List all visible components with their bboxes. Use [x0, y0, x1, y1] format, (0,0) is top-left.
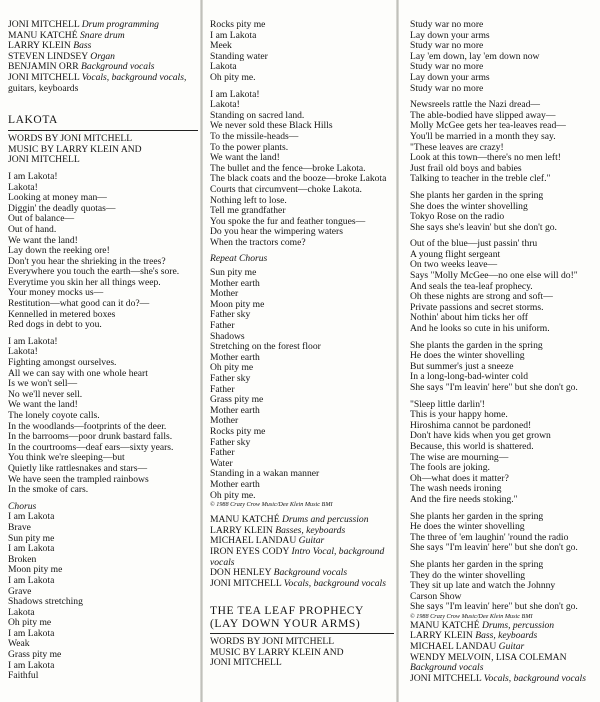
stanza-5: [410, 341, 596, 394]
credit-name: JONI MITCHELL: [8, 19, 80, 30]
lyric-line: Everytime you skin her all things weep.: [8, 276, 161, 288]
lyric-line: Lay down your arms: [410, 29, 490, 41]
lyric-line: I am Lakota!: [8, 335, 58, 347]
lyric-line: She says she's leavin' but she don't go.: [410, 221, 557, 233]
lyric-line: Rocks pity me: [210, 425, 266, 437]
lyric-line: Study war no more: [410, 40, 484, 52]
lyric-line: Restitution—what good can it do?—: [8, 298, 150, 310]
copyright-2: © 1988 Crazy Crow Music/Dee Klein Music BMI: [410, 612, 533, 620]
lyric-line: I am Lakota: [8, 627, 55, 639]
lyric-line: "These leaves are crazy!: [410, 141, 504, 153]
credit-role: Background vocals: [81, 61, 155, 73]
lyric-line: Quietly like rattlesnakes and stars—: [8, 462, 148, 474]
credit-line: [210, 547, 394, 558]
credits-block-3: [410, 621, 596, 663]
repeat-chorus-label: Repeat Chorus: [210, 253, 268, 265]
credit-line: [210, 579, 394, 590]
credit-role: Drums, percussion: [481, 619, 555, 631]
lyric-line: Nothing left to lose.: [210, 194, 287, 206]
lyric-line: But summer's just a sneeze: [410, 360, 514, 372]
lyric-line: Study war no more: [410, 82, 484, 94]
lyric-line: I am Lakota: [210, 29, 257, 41]
lyric-line: I am Lakota: [8, 659, 55, 671]
lyric-line: Moon pity me: [8, 564, 63, 576]
lyric-line: This is your happy home.: [410, 409, 508, 421]
lyric-line: Moon pity me: [210, 298, 265, 310]
lyric-line: To the missile-heads—: [210, 130, 299, 142]
credit-continued-3: Background vocals: [410, 662, 484, 674]
lyric-line: He does the winter shovelling: [410, 521, 525, 533]
column-1: [0, 0, 202, 702]
outro: [210, 268, 394, 501]
lyric-line: Lay down your arms: [410, 71, 490, 83]
lyric-line: She plants her garden in the spring: [410, 558, 544, 570]
lyric-line: He does the winter shovelling: [410, 350, 525, 362]
lyric-line: In the smoke of cars.: [8, 484, 89, 496]
lyric-line: We never sold these Black Hills: [210, 120, 333, 132]
column-2: [202, 0, 398, 702]
lyric-line: Hiroshima cannot be pardoned!: [410, 419, 532, 431]
credit-name: WENDY MELVOIN, LISA COLEMAN: [410, 651, 567, 663]
music-credit-cont: JONI MITCHELL: [8, 154, 80, 166]
credit-role: Snare drum: [79, 29, 125, 41]
lyric-line: Standing in a wakan manner: [210, 468, 320, 480]
lyric-line: Father sky: [210, 436, 251, 448]
credit-role: Drum programming: [81, 19, 159, 30]
lyric-line: Father sky: [210, 373, 251, 384]
lyric-line: She plants her garden in the spring: [410, 189, 544, 201]
lyric-line: Stretching on the forest floor: [210, 341, 321, 353]
verse-2: [8, 337, 198, 496]
lyric-line: Molly McGee gets her tea-leaves read—: [410, 120, 566, 132]
credit-name: DON HENLEY: [210, 567, 272, 579]
lyric-line: Lakota!: [8, 346, 38, 358]
lyric-line: Oh pity me.: [210, 71, 256, 83]
lyric-line: We want the land!: [8, 399, 78, 411]
credit-continued: guitars, keyboards: [8, 82, 79, 94]
song-title: LAKOTA: [8, 114, 58, 127]
stanza-4: [410, 239, 596, 334]
credit-name: LARRY KLEIN: [410, 630, 473, 642]
credit-line: [8, 73, 198, 84]
lyric-line: Lakota: [8, 606, 35, 618]
lyric-line: Tell me grandfather: [210, 205, 286, 217]
lyric-line: Mother: [210, 415, 239, 427]
lyric-line: You'll be married in a month they say.: [410, 130, 556, 142]
credit-role: Intro Vocal, background: [291, 545, 385, 557]
music-credit-2: MUSIC BY LARRY KLEIN AND: [210, 646, 344, 658]
lyric-line: Oh these nights are strong and soft—: [410, 291, 553, 303]
lyric-line: She says "I'm leavin' here" but she don't go.: [410, 601, 578, 613]
lyric-line: Do you hear the wimpering waters: [210, 226, 343, 238]
lyric-line: When the tractors come?: [210, 236, 306, 248]
words-credit: WORDS BY JONI MITCHELL: [8, 133, 133, 145]
lyric-line: "Sleep little darlin'!: [410, 398, 485, 410]
credit-name: BENJAMIN ORR: [8, 61, 79, 73]
lyric-line: In a long-long-bad-winter cold: [410, 371, 529, 383]
credit-name: IRON EYES CODY: [210, 545, 290, 557]
chorus: [8, 512, 198, 682]
lyric-line: Diggin' the deadly quotas—: [8, 202, 116, 214]
credit-role: Bass: [73, 40, 92, 52]
stanza-6: [410, 400, 596, 506]
credit-name: MANU KATCHÉ: [410, 619, 480, 631]
lyric-line: Out of balance—: [8, 213, 75, 225]
credit-name: MICHAEL LANDAU: [210, 535, 297, 547]
lyric-line: The wash needs ironing: [410, 483, 502, 495]
lyric-line: Water: [210, 457, 233, 469]
lyric-line: Father: [210, 447, 235, 459]
lyric-line: Lakota!: [210, 99, 240, 111]
lyric-line: I am Lakota!: [8, 170, 58, 182]
lyric-line: Look at this town—there's no men left!: [410, 152, 561, 164]
lyric-line: She plants the garden in the spring: [410, 339, 543, 351]
music-credit-2-cont: JONI MITCHELL: [210, 657, 282, 669]
lyric-line: Is we won't sell—: [8, 378, 78, 390]
lyric-line: Meek: [210, 40, 232, 52]
lyric-line: Looking at money man—: [8, 192, 107, 204]
lyric-line: Father sky: [210, 309, 251, 321]
lyric-line: In the woodlands—footprints of the deer.: [8, 420, 167, 432]
lyric-line: Out of the blue—just passin' thru: [410, 238, 538, 250]
lyric-line: Rocks pity me: [210, 19, 266, 30]
lyric-line: The fools are joking.: [410, 462, 490, 474]
credit-name: JONI MITCHELL: [8, 71, 80, 83]
lyric-line: Tokyo Rose on the radio: [410, 211, 505, 223]
credit-role: Vocals, background vocals: [483, 672, 586, 684]
lyric-line: Father: [210, 383, 235, 395]
credit-role: Guitar: [498, 641, 525, 653]
lyric-line: Don't you hear the shrieking in the trees?: [8, 255, 166, 267]
stanza-3: [410, 191, 596, 233]
lyric-line: Out of hand.: [8, 223, 57, 235]
column-3: [398, 0, 600, 702]
lyric-line: Sun pity me: [210, 267, 257, 279]
lyric-line: Grave: [8, 585, 32, 597]
lyric-line: Brave: [8, 521, 31, 533]
credit-name: STEVEN LINDSEY: [8, 50, 88, 62]
lyric-line: Shadows: [210, 330, 245, 342]
lyric-line: Courts that circumvent—choke Lakota.: [210, 183, 362, 195]
lyric-line: Newsreels rattle the Nazi dread—: [410, 99, 540, 111]
lyric-line: Oh pity me.: [210, 489, 256, 501]
lyric-line: The black coats and the booze—broke Lakota: [210, 173, 387, 185]
lyric-line: On two weeks leave—: [410, 259, 498, 271]
lyric-line: To the power plants.: [210, 141, 289, 153]
lyric-line: Oh pity me: [210, 362, 254, 374]
lyric-line: Kennelled in metered boxes: [8, 308, 116, 320]
credit-name: MANU KATCHÉ: [8, 29, 78, 41]
words-credit-2: WORDS BY JONI MITCHELL: [210, 636, 335, 648]
lyric-line: Your money mocks us—: [8, 287, 104, 299]
lyric-line: I am Lakota: [8, 511, 55, 523]
song-title-2: THE TEA LEAF PROPHECY: [210, 605, 364, 618]
lyric-line: Lakota: [210, 61, 237, 73]
lyric-line: I am Lakota!: [210, 88, 260, 100]
title-rule-2: [210, 633, 394, 634]
title-rule: [8, 130, 198, 131]
lyric-line: Lakota!: [8, 181, 38, 193]
lyric-line: Everywhere you touch the earth—she's sore.: [8, 266, 180, 278]
lyric-line: In the courtrooms—deaf ears—sixty years.: [8, 441, 174, 453]
lyric-line: And seals the tea-leaf prophecy.: [410, 280, 533, 292]
lyric-line: Mother earth: [210, 277, 260, 289]
credit-name: LARRY KLEIN: [8, 40, 71, 52]
credit-role: Drums and percussion: [281, 514, 369, 526]
chorus-end: [210, 20, 394, 84]
lyric-line: Because, this world is shattered.: [410, 440, 534, 452]
lyric-line: She says "I'm leavin' here" but she don't go.: [410, 542, 578, 554]
lyric-line: They sit up late and watch the Johnny: [410, 580, 556, 592]
credit-role: Bass, keyboards: [475, 630, 538, 642]
lyric-line: You think we're sleeping—but: [8, 452, 125, 464]
credits-block: [8, 20, 198, 84]
lyric-line: The wise are mourning—: [410, 451, 509, 463]
lyric-line: Father: [210, 320, 235, 332]
lyric-line: Standing on sacred land.: [210, 109, 305, 121]
credit-name: MICHAEL LANDAU: [410, 641, 497, 653]
lyric-line: Study war no more: [410, 19, 484, 30]
lyric-line: We want the land!: [8, 234, 78, 246]
credits-block-3b: [410, 674, 596, 685]
lyric-line: Lay 'em down, lay 'em down now: [410, 50, 540, 62]
credit-role: Organ: [90, 50, 115, 62]
lyric-line: She says "I'm leavin' here" but she don't go.: [410, 382, 578, 393]
lyric-line: In the barrooms—poor drunk bastard falls.: [8, 431, 173, 443]
lyric-line: Don't have kids when you get grown: [410, 430, 551, 442]
credit-name: MANU KATCHÉ: [210, 514, 280, 526]
lyric-line: I am Lakota: [8, 543, 55, 555]
lyric-line: Mother: [210, 288, 239, 300]
lyric-line: We want the land!: [210, 152, 280, 164]
lyric-line: A young flight sergeant: [410, 248, 501, 260]
lyric-line: Sun pity me: [8, 532, 55, 544]
lyric-line: They do the winter shovelling: [410, 569, 526, 581]
credit-role: Basses, keyboards: [275, 524, 346, 536]
lyric-line: And he looks so cute in his uniform.: [410, 323, 550, 335]
lyric-line: The three of 'em laughin' 'round the radio: [410, 531, 569, 543]
lyric-line: Says "Molly McGee—no one else will do!": [410, 270, 578, 282]
lyric-line: Red dogs in debt to you.: [8, 319, 102, 331]
lyric-line: Standing water: [210, 50, 268, 62]
credit-role: Vocals, background vocals: [283, 577, 386, 589]
lyric-line: Faithful: [8, 670, 39, 682]
lyric-line: Mother earth: [210, 404, 260, 416]
credit-line: [410, 674, 596, 685]
lyric-line: The bullet and the fence—broke Lakota.: [210, 162, 366, 174]
lyric-line: Nothin' about him ticks her off: [410, 312, 528, 324]
stanza-2: [410, 100, 596, 185]
song-subtitle-2: (LAY DOWN YOUR ARMS): [210, 618, 361, 631]
credits-block-2: [210, 515, 394, 557]
lyric-line: Oh—what does it matter?: [410, 472, 509, 484]
lyric-line: She plants her garden in the spring: [410, 510, 544, 522]
lyric-line: Mother earth: [210, 351, 260, 363]
lyric-line: Shadows stretching: [8, 596, 83, 608]
credit-name: LARRY KLEIN: [210, 524, 273, 536]
credit-continued-2: vocals: [210, 556, 235, 568]
lyric-line: I am Lakota: [8, 574, 55, 586]
lyric-line: You spoke the fur and feather tongues—: [210, 215, 366, 227]
lyric-line: Grass pity me: [210, 394, 264, 406]
lyric-line: We have seen the trampled rainbows: [8, 473, 149, 485]
stanza-8: [410, 560, 596, 613]
verse-1: [8, 172, 198, 331]
lyric-line: The able-bodied have slipped away—: [410, 109, 556, 121]
lyric-line: The lonely coyote calls.: [8, 410, 100, 421]
lyric-line: Study war no more: [410, 61, 484, 73]
credit-role: Background vocals: [273, 567, 348, 579]
chorus-label: Chorus: [8, 500, 37, 512]
lyric-line: Talking to teacher in the treble clef.": [410, 173, 551, 185]
credit-name: JONI MITCHELL: [210, 577, 282, 589]
stanza-7: [410, 512, 596, 554]
lyric-line: Mother earth: [210, 478, 260, 490]
lyric-line: Just frail old boys and babies: [410, 162, 522, 174]
lyric-line: Grass pity me: [8, 649, 62, 661]
credit-role: Vocals, background vocals,: [81, 71, 187, 83]
lyric-line: Broken: [8, 553, 37, 565]
credits-block-2b: [210, 568, 394, 589]
credit-role: Guitar: [298, 535, 325, 547]
verse-3: [210, 90, 394, 249]
lyric-line: Lay down the reeking ore!: [8, 245, 110, 257]
lyric-line: Weak: [8, 638, 30, 650]
stanza-1: [410, 20, 596, 94]
lyric-line: Carson Show: [410, 590, 462, 602]
lyric-line: Oh pity me: [8, 617, 52, 629]
music-credit: MUSIC BY LARRY KLEIN AND: [8, 143, 142, 155]
credit-name: JONI MITCHELL: [410, 672, 482, 684]
lyric-line: Private passions and secret storms.: [410, 301, 544, 313]
lyric-line: And the fire needs stoking.": [410, 493, 518, 505]
lyric-line: All we can say with one whole heart: [8, 367, 148, 379]
copyright: © 1988 Crazy Crow Music/Dee Klein Music BMI: [210, 501, 333, 509]
lyric-line: No we'll never sell.: [8, 388, 83, 400]
lyric-line: Fighting amongst ourselves.: [8, 357, 117, 369]
lyric-line: She does the winter shovelling: [410, 200, 528, 212]
